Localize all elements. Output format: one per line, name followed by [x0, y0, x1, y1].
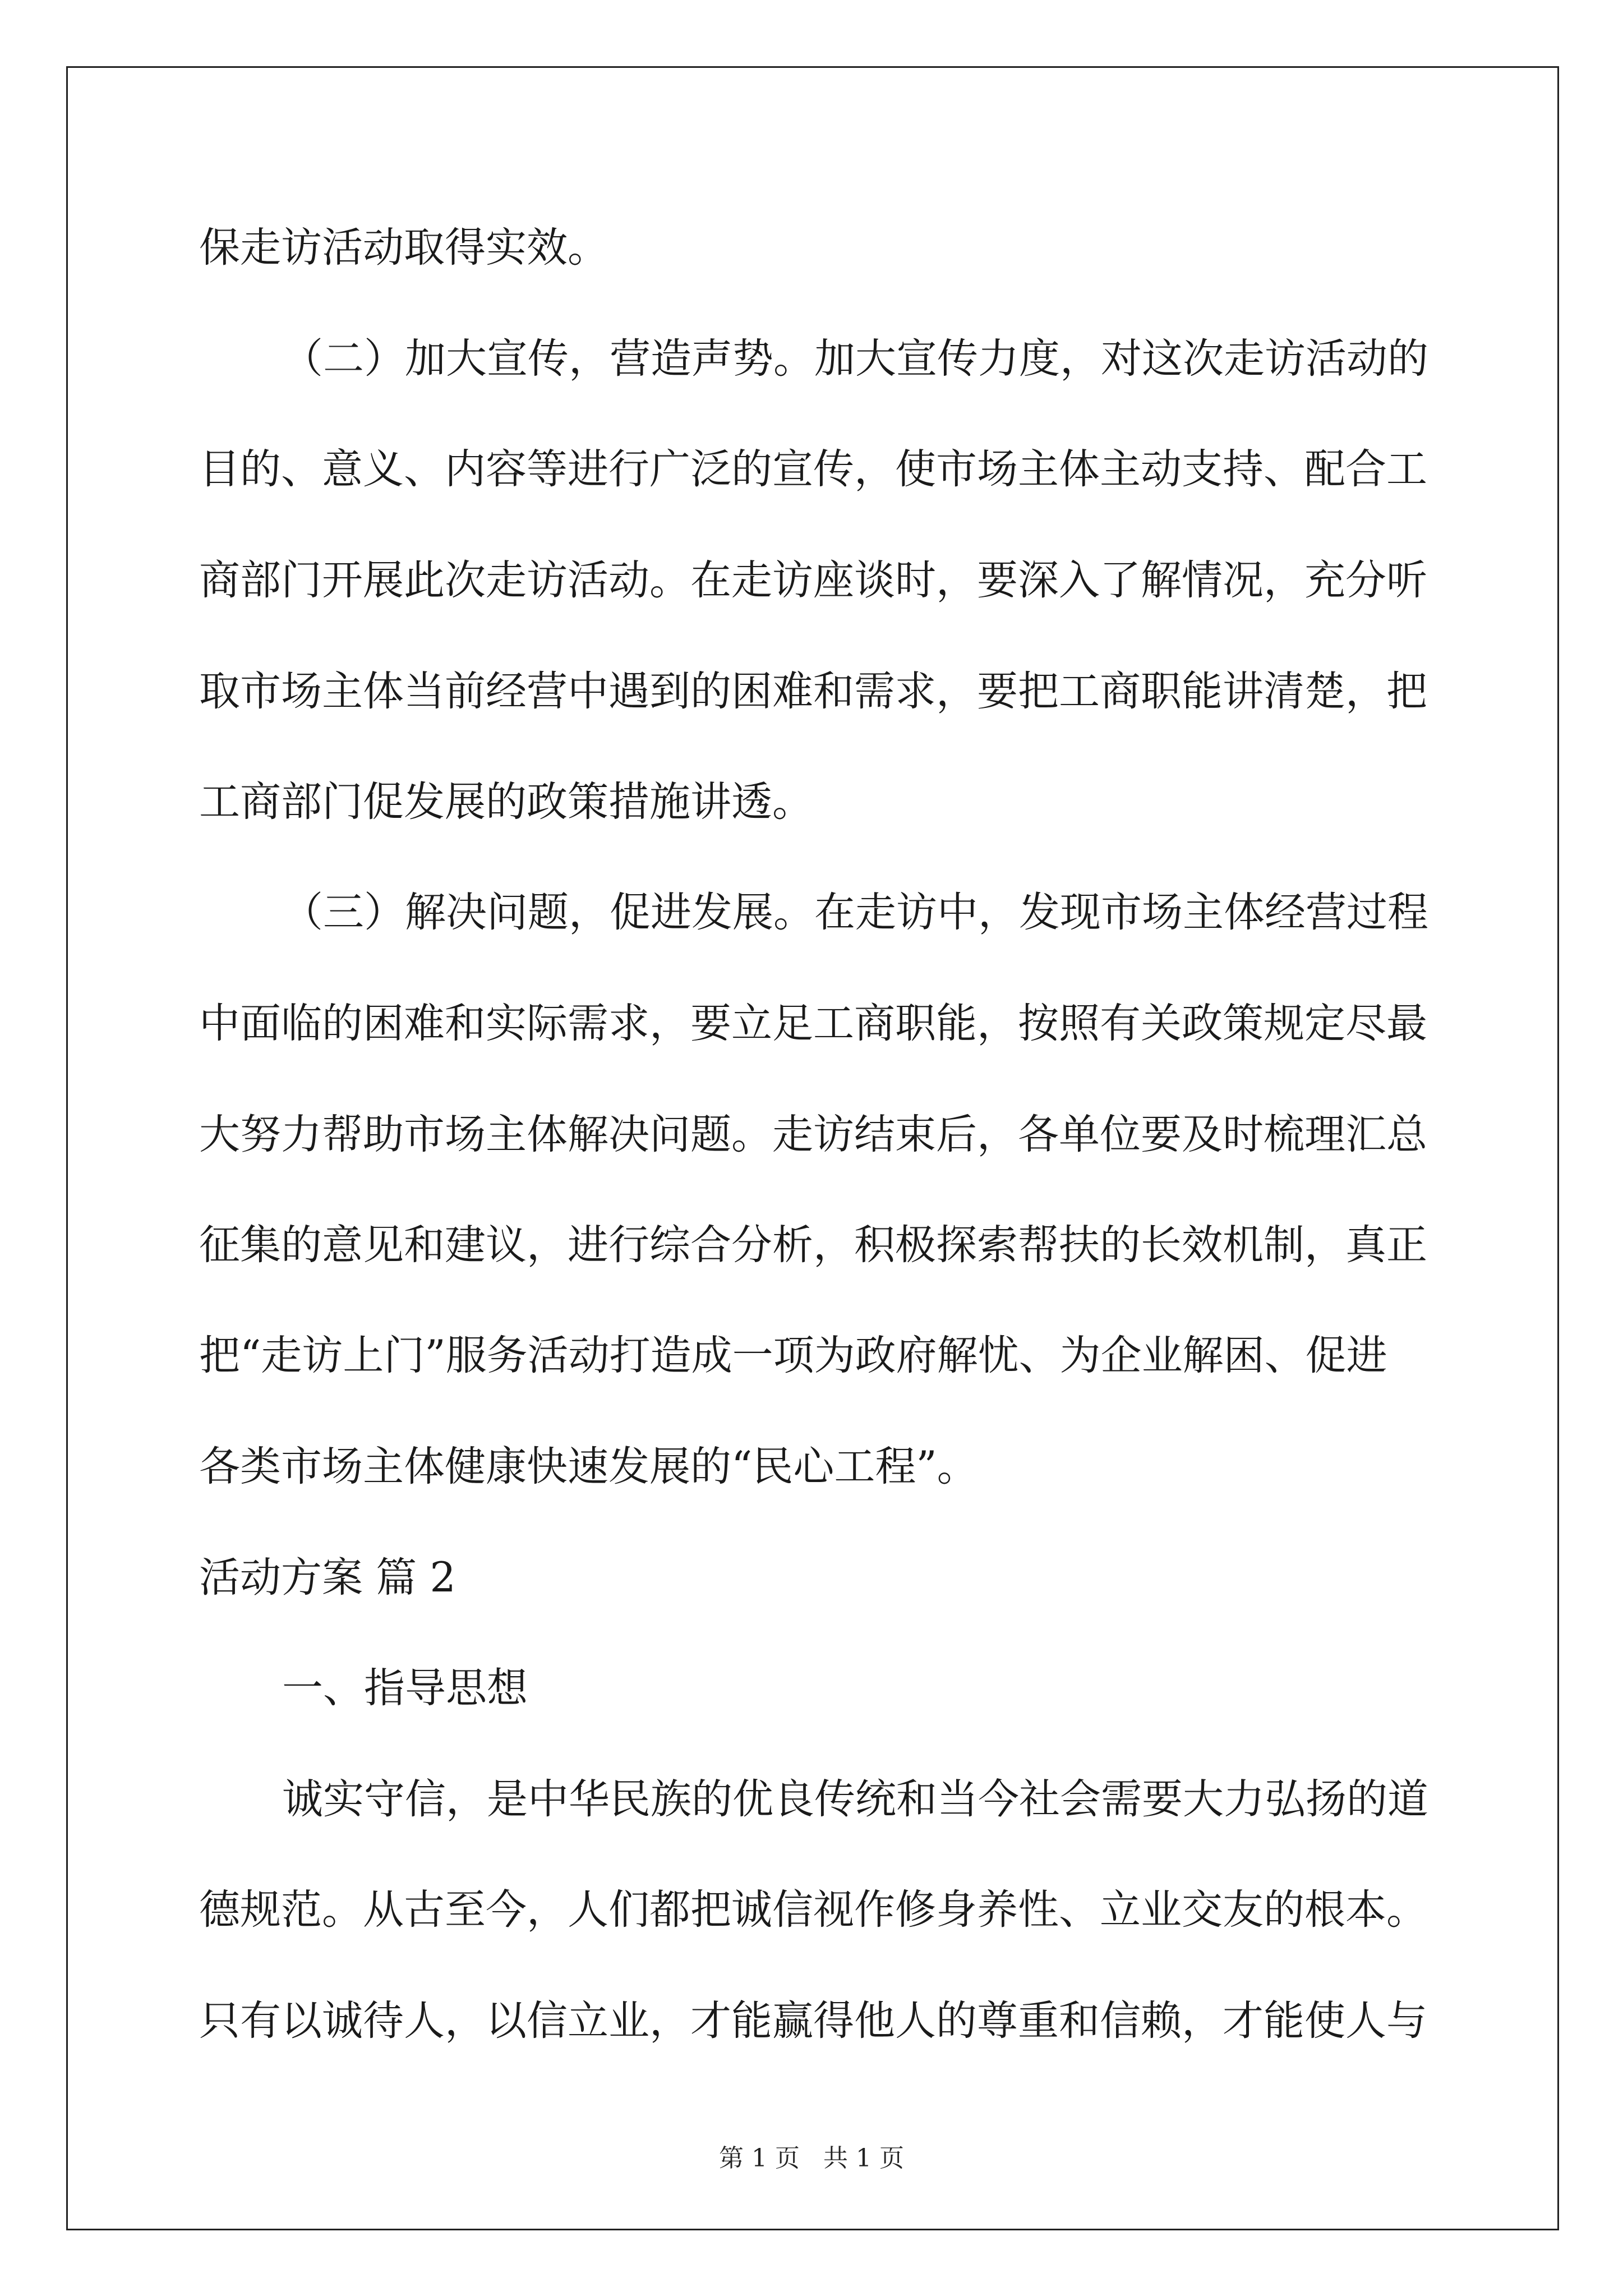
text-line: 商部门开展此次走访活动。在走访座谈时，要深入了解情况，充分听 [199, 556, 1427, 604]
text-line: 目的、意义、内容等进行广泛的宣传，使市场主体主动支持、配合工 [199, 445, 1427, 493]
text-line: 只有以诚待人，以信立业，才能赢得他人的尊重和信赖，才能使人与 [199, 1997, 1427, 2045]
text-line: 各类市场主体健康快速发展的“民心工程”。 [199, 1443, 978, 1490]
text-line: 大努力帮助市场主体解决问题。走访结束后，各单位要及时梳理汇总 [199, 1111, 1427, 1158]
text-line: 中面临的困难和实际需求，要立足工商职能，按照有关政策规定尽最 [199, 1000, 1427, 1047]
text-line: 取市场主体当前经营中遇到的困难和需求，要把工商职能讲清楚，把 [199, 668, 1427, 715]
text-line: 工商部门促发展的政策措施讲透。 [199, 778, 813, 826]
text-line: 诚实守信，是中华民族的优良传统和当今社会需要大力弘扬的道 [282, 1775, 1428, 1823]
paragraph-heading-line: （二）加大宣传，营造声势。加大宣传力度，对这次走访活动的 [282, 335, 1428, 383]
text-line: 德规范。从古至今，人们都把诚信视作修身养性、立业交友的根本。 [199, 1886, 1427, 1934]
section-heading: 一、指导思想 [282, 1664, 528, 1712]
paragraph-heading-line: （三）解决问题，促进发展。在走访中，发现市场主体经营过程 [282, 889, 1428, 936]
text-line: 把“走访上门”服务活动打造成一项为政府解忧、为企业解困、促进 [199, 1332, 1387, 1379]
page-number-footer: 第 1 页 共 1 页 [719, 2144, 904, 2173]
section-title: 活动方案 篇 2 [199, 1554, 456, 1602]
text-line: 征集的意见和建议，进行综合分析，积极探索帮扶的长效机制，真正 [199, 1221, 1427, 1269]
text-line: 保走访活动取得实效。 [199, 224, 608, 272]
